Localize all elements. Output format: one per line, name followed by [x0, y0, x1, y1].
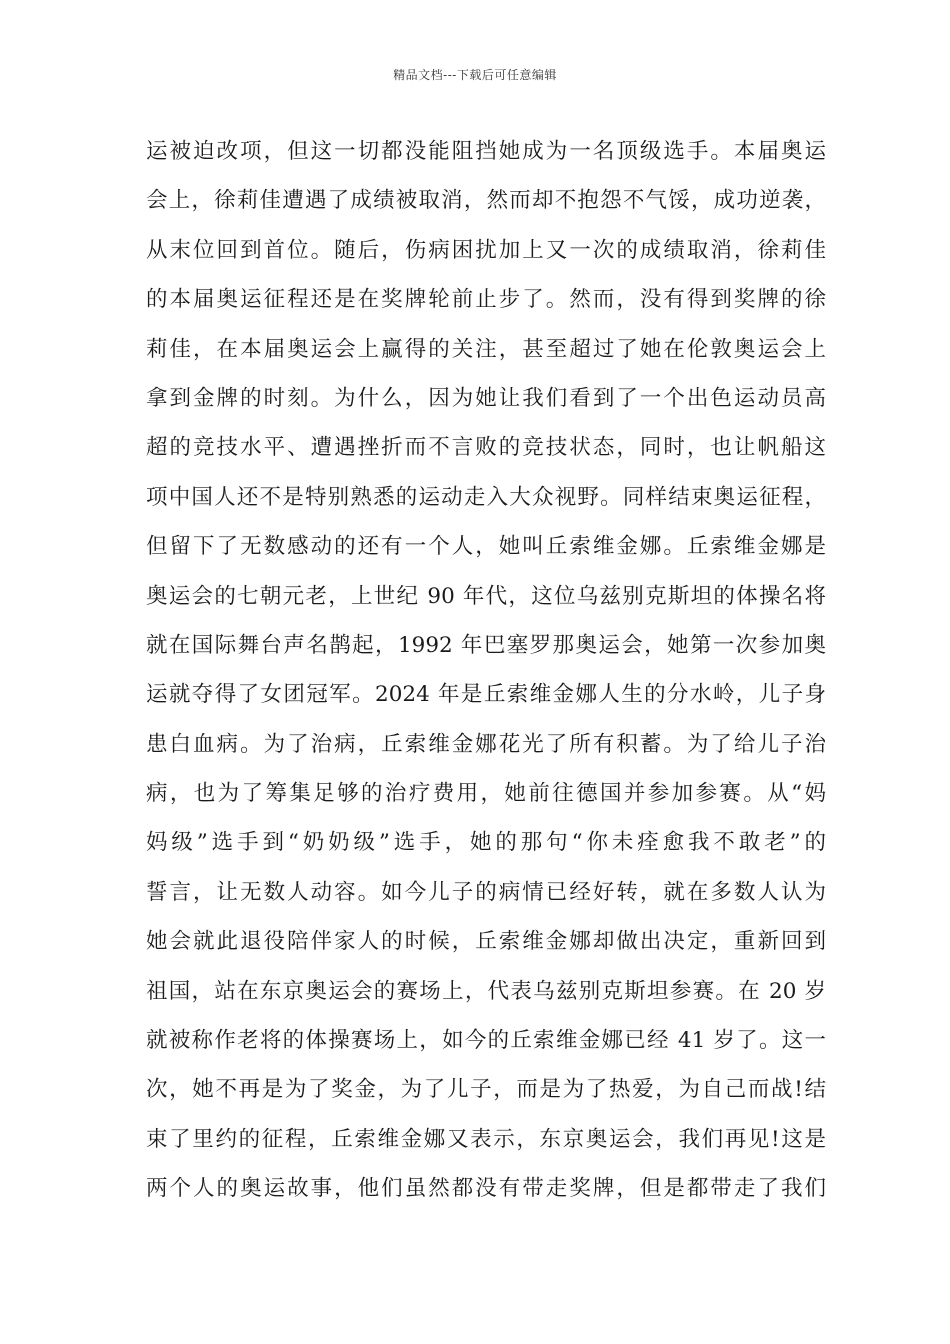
text-line-4: 的本届奥运征程还是在奖牌轮前止步了。然而，没有得到奖牌的徐 — [146, 287, 826, 313]
text-line-8: 项中国人还不是特别熟悉的运动走入大众视野。同样结束奥运征程， — [146, 484, 826, 510]
text-line-20: 次，她不再是为了奖金，为了儿子，而是为了热爱，为自己而战!结 — [146, 1077, 826, 1103]
text-line-22: 两个人的奥运故事，他们虽然都没有带走奖牌，但是都带走了我们 — [146, 1176, 826, 1202]
text-line-1: 运被迫改项，但这一切都没能阻挡她成为一名顶级选手。本届奥运 — [146, 139, 826, 164]
text-line-6: 拿到金牌的时刻。为什么，因为她让我们看到了一个出色运动员高 — [146, 385, 826, 411]
text-line-18: 祖国，站在东京奥运会的赛场上，代表乌兹别克斯坦参赛。在 20 岁 — [146, 978, 826, 1004]
text-line-14: 病，也为了筹集足够的治疗费用，她前往德国并参加参赛。从“妈 — [146, 781, 826, 807]
text-line-15: 妈级”选手到“奶奶级”选手，她的那句“你未痊愈我不敢老”的 — [146, 830, 826, 856]
text-line-21: 束了里约的征程，丘索维金娜又表示，东京奥运会，我们再见!这是 — [146, 1126, 826, 1152]
body-paragraph — [146, 127, 826, 1214]
text-line-17: 她会就此退役陪伴家人的时候，丘索维金娜却做出决定，重新回到 — [146, 929, 826, 955]
text-line-10: 奥运会的七朝元老，上世纪 90 年代，这位乌兹别克斯坦的体操名将 — [146, 583, 826, 609]
page-header: 精品文档---下载后可任意编辑 — [393, 68, 557, 82]
text-line-19: 就被称作老将的体操赛场上，如今的丘索维金娜已经 41 岁了。这一 — [146, 1028, 826, 1054]
text-line-3: 从末位回到首位。随后，伤病困扰加上又一次的成绩取消，徐莉佳 — [146, 237, 826, 263]
text-line-13: 患白血病。为了治病，丘索维金娜花光了所有积蓄。为了给儿子治 — [146, 731, 826, 757]
text-line-11: 就在国际舞台声名鹊起，1992 年巴塞罗那奥运会，她第一次参加奥 — [146, 632, 826, 658]
text-line-2: 会上，徐莉佳遭遇了成绩被取消，然而却不抱怨不气馁，成功逆袭， — [146, 188, 826, 214]
text-line-12: 运就夺得了女团冠军。2024 年是丘索维金娜人生的分水岭，儿子身 — [146, 682, 826, 708]
text-line-16: 誓言，让无数人动容。如今儿子的病情已经好转，就在多数人认为 — [146, 879, 826, 905]
text-line-7: 超的竞技水平、遭遇挫折而不言败的竞技状态，同时，也让帆船这 — [146, 435, 826, 461]
text-line-5: 莉佳，在本届奥运会上赢得的关注，甚至超过了她在伦敦奥运会上 — [146, 336, 826, 362]
text-line-9: 但留下了无数感动的还有一个人，她叫丘索维金娜。丘索维金娜是 — [146, 534, 826, 560]
